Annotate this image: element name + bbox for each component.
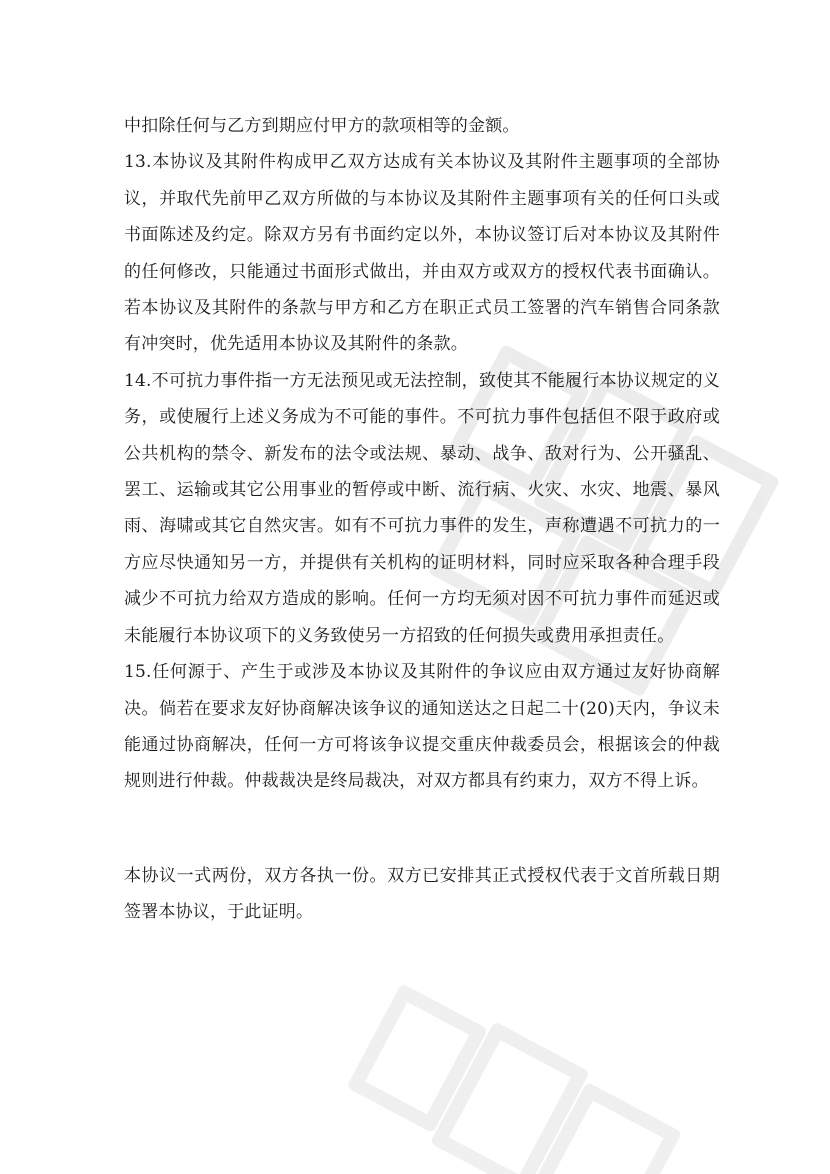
paragraph-spacer: [124, 800, 720, 858]
document-body: [124, 108, 720, 931]
clause-14: 14.不可抗力事件指一方无法预见或无法控制，致使其不能履行本协议规定的义务，或使履行上述义务成为不可能的事件。不可抗力事件包括但不限于政府或公共机构的禁令、新发布的法令或法规、暴动、战争、敌对行为、公开骚乱、罢工、运输或其它公用事业的暂停或中断、流行病、火灾、水灾、地震、暴风雨、海啸或其它自然灾害。如有不可抗力事件的发生，声称遭遇不可抗力的一方应尽快通知另一方，并提供有关机构的证明材料，同时应采取各种合理手段减少不可抗力给双方造成的影响。任何一方均无须对因不可抗力事件而延迟或未能履行本协议项下的义务致使另一方招致的任何损失或费用承担责任。: [124, 370, 720, 646]
clause-13: 13.本协议及其附件构成甲乙双方达成有关本协议及其附件主题事项的全部协议，并取代先前甲乙双方所做的与本协议及其附件主题事项有关的任何口头或书面陈述及约定。除双方另有书面约定以外，本协议签订后对本协议及其附件的任何修改，只能通过书面形式做出，并由双方或双方的授权代表书面确认。若本协议及其附件的条款与甲方和乙方在职正式员工签署的汽车销售合同条款有冲突时，优先适用本协议及其附件的条款。: [124, 152, 720, 355]
watermark-graphic-bottom: [331, 974, 689, 1174]
paragraph-continued: 中扣除任何与乙方到期应付甲方的款项相等的金额。: [124, 116, 520, 136]
closing-statement: 本协议一式两份，双方各执一份。双方已安排其正式授权代表于文首所载日期签署本协议，于此证明。: [124, 865, 720, 923]
clause-15: 15.任何源于、产生于或涉及本协议及其附件的争议应由双方通过友好协商解决。倘若在要求友好协商解决该争议的通知送达之日起二十(20)天内，争议未能通过协商解决，任何一方可将该争议提交重庆仲裁委员会，根据该会的仲裁规则进行仲裁。仲裁裁决是终局裁决，对双方都具有约束力，双方不得上诉。: [124, 662, 720, 792]
